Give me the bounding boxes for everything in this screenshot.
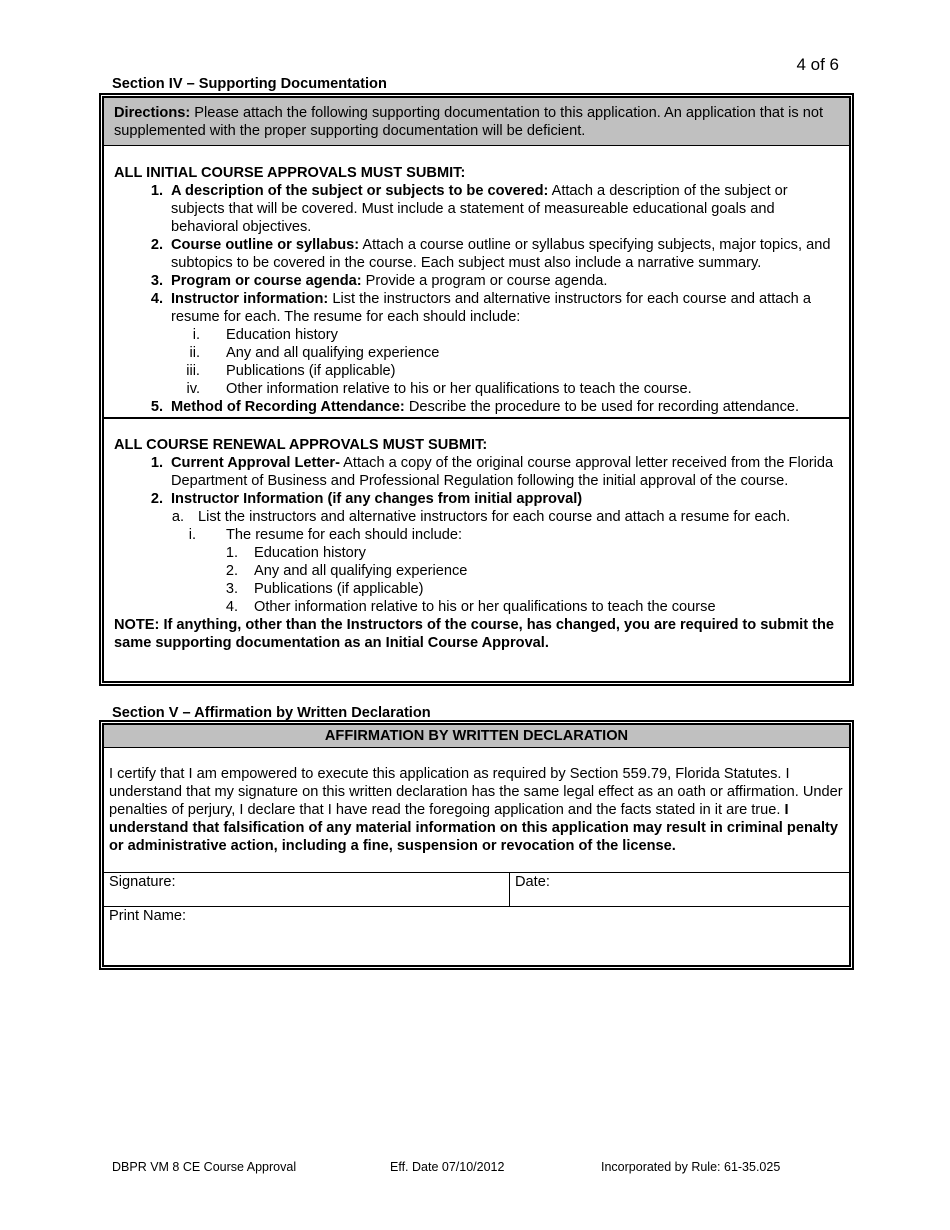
resume-text: Other information relative to his or her qualifications to teach the course.: [226, 381, 692, 397]
signature-field[interactable]: [104, 873, 510, 906]
sub-item-i: [114, 526, 839, 544]
renewal-resume-item: [114, 562, 839, 580]
affirmation-plain: I certify that I am empowered to execute this application as required by Section 559.79, Florida Statutes. I understand that my signature on this written declaration has the same legal effect as an oath or affirmation. Under penalties of perjury, I declare that I have read the foregoing application and the facts stated in it are true.: [109, 766, 843, 818]
renewal-heading: ALL COURSE RENEWAL APPROVALS MUST SUBMIT:: [114, 437, 488, 453]
directions-text: Please attach the following supporting documentation to this application. An application that is not supplemented with the proper supporting documentation will be deficient.: [114, 105, 824, 139]
initial-approvals: [104, 146, 849, 416]
resume-item: [114, 344, 839, 362]
directions-label: Directions:: [114, 105, 191, 121]
resume-number: iv.: [186, 381, 200, 397]
item-label: Program or course agenda:: [171, 273, 362, 289]
section5-title: Section V – Affirmation by Written Declaration: [112, 705, 431, 721]
sub-item-a: [114, 508, 839, 526]
section4-title: Section IV – Supporting Documentation: [112, 76, 387, 92]
resume-number: 2.: [225, 563, 238, 579]
item-number: 5.: [150, 399, 163, 415]
item-number: 2.: [150, 237, 163, 253]
footer-rule: Incorporated by Rule: 61-35.025: [601, 1160, 781, 1174]
signature-label: Signature:: [109, 874, 176, 890]
date-field[interactable]: [515, 873, 550, 891]
page-number: 4 of 6: [796, 55, 839, 74]
resume-number: 4.: [225, 599, 238, 615]
initial-item: [114, 182, 839, 236]
item-text: Attach a description of the subject or subjects that will be covered. Must include a statement of measureable educational goals and behavioral objectives.: [171, 183, 788, 235]
affirmation-bold: I understand that falsification of any material information on this application may result in criminal penalty or administrative action, including a fine, suspension or revocation of the license.: [109, 802, 839, 854]
initial-item: [114, 236, 839, 272]
item-text: Provide a program or course agenda.: [361, 273, 608, 289]
resume-number: ii.: [189, 345, 200, 361]
affirmation-header: AFFIRMATION BY WRITTEN DECLARATION: [104, 725, 849, 748]
sub-text: List the instructors and alternative instructors for each course and attach a resume for each.: [198, 509, 791, 525]
item-label: Instructor information:: [171, 291, 329, 307]
date-label: Date:: [515, 874, 550, 890]
resume-text: Education history: [254, 545, 366, 561]
renewal-item: [114, 490, 839, 508]
item-label: Method of Recording Attendance:: [171, 399, 405, 415]
item-number: 3.: [150, 273, 163, 289]
initial-item: [114, 272, 839, 290]
item-text: Describe the procedure to be used for recording attendance.: [404, 399, 800, 415]
renewal-resume-item: [114, 544, 839, 562]
item-number: 2.: [150, 491, 163, 507]
footer-eff-date: Eff. Date 07/10/2012: [390, 1160, 505, 1174]
resume-text: Education history: [226, 327, 338, 343]
item-label: Course outline or syllabus:: [171, 237, 360, 253]
directions: [104, 98, 849, 146]
sub-number: i.: [188, 527, 196, 543]
affirmation-text: [104, 748, 849, 872]
resume-text: Publications (if applicable): [226, 363, 396, 379]
supporting-docs-box: [99, 93, 854, 686]
sub-number: a.: [171, 509, 184, 525]
renewal-approvals: [104, 417, 849, 652]
signature-row: [104, 872, 849, 906]
footer-form: DBPR VM 8 CE Course Approval: [112, 1160, 297, 1174]
item-number: 4.: [150, 291, 163, 307]
sub-text: The resume for each should include:: [226, 527, 463, 543]
resume-text: Other information relative to his or her qualifications to teach the course: [254, 599, 716, 615]
item-label: Instructor Information (if any changes from initial approval): [171, 491, 583, 507]
item-text: List the instructors and alternative instructors for each course and attach a resume for each. The resume for each should include:: [171, 291, 811, 325]
resume-number: 3.: [225, 581, 238, 597]
resume-item: [114, 380, 839, 398]
item-label: Current Approval Letter-: [171, 455, 340, 471]
print-name-label: Print Name:: [109, 908, 187, 924]
renewal-resume-item: [114, 580, 839, 598]
renewal-item: [114, 454, 839, 490]
resume-number: 1.: [225, 545, 238, 561]
item-number: 1.: [150, 455, 163, 471]
initial-item: [114, 290, 839, 326]
note: NOTE: If anything, other than the Instructors of the course, has changed, you are required to submit the same supporting documentation as an Initial Course Approval.: [114, 617, 835, 651]
renewal-resume-item: [114, 598, 839, 616]
print-name-field[interactable]: [104, 906, 849, 940]
affirmation-box: [99, 720, 854, 970]
item-text: Attach a copy of the original course approval letter received from the Florida Department of Business and Professional Regulation following the initial approval of the course.: [171, 455, 834, 489]
initial-item: [114, 398, 839, 416]
item-label: A description of the subject or subjects to be covered:: [171, 183, 549, 199]
resume-item: [114, 362, 839, 380]
resume-number: iii.: [186, 363, 200, 379]
resume-text: Any and all qualifying experience: [254, 563, 468, 579]
initial-heading: ALL INITIAL COURSE APPROVALS MUST SUBMIT:: [114, 165, 466, 181]
resume-item: [114, 326, 839, 344]
resume-text: Publications (if applicable): [254, 581, 424, 597]
item-text: Attach a course outline or syllabus specifying subjects, major topics, and subtopics to be covered in the course. Each subject must also include a narrative summary.: [171, 237, 831, 271]
resume-number: i.: [192, 327, 200, 343]
resume-text: Any and all qualifying experience: [226, 345, 440, 361]
item-number: 1.: [150, 183, 163, 199]
